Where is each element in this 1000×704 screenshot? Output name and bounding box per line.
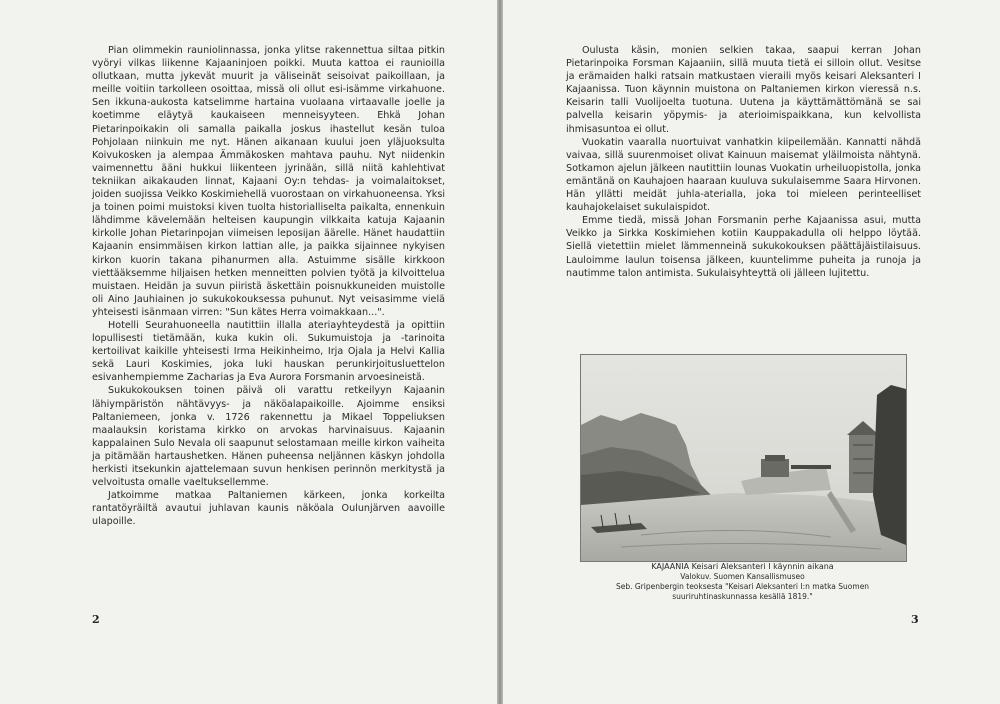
- right-paragraph-2: Vuokatin vaaralla nuortuivat vanhatkin kiipeilemään. Kannatti nähdä vaivaa, sillä suurenmoiset olivat Kainuun maisemat yläilmoista nähtynä. Sotkamon ajelun jälkeen nautittiin lounas Vuokatin urheiluopistolla, jonka emäntänä on Kauhajoen haaraan kuuluva sukulaisemme Saara Hirvonen. Hän yllätti meidät juhla-aterialla, joka toi mieleen perinteelliset kauhajokelaiset sukulaispidot.: [566, 136, 921, 214]
- page-number-right: 3: [911, 613, 919, 626]
- caption-title: KAJAANIA Keisari Aleksanteri I käynnin aikana: [651, 562, 834, 571]
- left-paragraph-4: Jatkoimme matkaa Paltaniemen kärkeen, jonka korkeilta rantatöyräiltä avautui juhlavan kaunis näköala Oulunjärven aavoille ulapoille.: [92, 490, 445, 528]
- illustration-caption: [580, 562, 905, 602]
- right-paragraph-3: Emme tiedä, missä Johan Forsmanin perhe Kajaanissa asui, mutta Veikko ja Sirkka Koskimiehen kotiin Kauppakadulla oli helppo löytää. Siellä vietettiin mielet lämmenneinä sukukokouksen päättäjäistilaisuus. Lauloimme laulun toisensa jälkeen, kuuntelimme puheita ja runoja ja nautimme talon antimista. Sukulaisyhteyttä oli jälleen lujitettu.: [566, 215, 921, 279]
- page-number-left: 2: [92, 613, 100, 626]
- engraving-drawing: [581, 355, 906, 561]
- left-paragraph-1: Pian olimmekin rauniolinnassa, jonka ylitse rakennettua siltaa pitkin vyöryi vilkas liikenne Kajaaninjoen poikki. Muuta kattoa ei raunioilla ollutkaan, mutta jykevät muurit ja väliseinät seisoivat paikoillaan, ja meille voitiin tarkolleen osoittaa, missä oli ollut esi-isämme virkahuone. Sen ikkuna-aukosta katselimme hartaina vuolaana virtaavalle joelle ja koetimme eläytyä kaukaiseen menneisyyteen. Ehkä Johan Pietarinpoikakin oli samalla paikalla joskus ihastellut kesän tuloa Pohjolaan niinkuin me nyt. Hänen aikanaan kuului joen yläjuoksulta Koivukosken ja alempaa Ämmäkosken mahtava pauhu. Nyt niidenkin vaimennettu ääni hukkui liikenteen jyrinään, sillä niitä kahlehtivat tekniikan aikakauden linnat, Kajaani Oy:n tehdas- ja voimalaitokset, joiden suojissa Veikko Koskimiehellä vuorostaan on virkahuoneensa. Yksi ja toinen poimi muistoksi kiven tuolta historialliselta paikalta, ennenkuin lähdimme kävelemään helteisen kaupungin vilkkaita katuja Kajaanin kirkolle Johan Pietarinpojan viimeisen leposijan äärelle. Hänet haudattiin Kajaanin ensimmäisen kirkon lattian alle, ja paikka sijainnee nykyisen kirkon kuorin takana pihanurmen alla. Astuimme sisälle kirkkoon viettääksemme hiljaisen hetken menneitten polvien työtä ja kilvoittelua muistaen. Heidän ja suvun piiristä äskettäin poisnukkuneiden muistolle oli Aino Jauhiainen jo sukukokouksessa puhunut. Nyt veisasimme vielä yhteisesti isänmaan virren: "Sun kätes Herra voimakkaan...".: [92, 45, 445, 318]
- left-paragraph-2: Hotelli Seurahuoneella nautittiin illalla ateriayhteydestä ja opittiin lopullisesti tietämään, kuka kukin oli. Sukumuistoja ja -tarinoita kertoilivat kaikille yhteisesti Irma Heikinheimo, Irja Ojala ja Helvi Kallia sekä Lauri Koskimies, joka luki hauskan perunkirjoitusluettelon esivanhempiemme Zacharias ja Eva Aurora Forsmanin arvoesineistä.: [92, 319, 445, 384]
- caption-credit: Valokuv. Suomen Kansallismuseo: [680, 572, 805, 581]
- right-page-text: [566, 44, 921, 280]
- left-paragraph-3: Sukukokouksen toinen päivä oli varattu retkeilyyn Kajaanin lähiympäristön nähtävyys- ja näköalapaikoille. Ajoimme ensiksi Paltaniemeen, jonka v. 1726 rakennettu ja Mikael Toppeliuksen maalauksin koristama kirkko on arvokas harvinaisuus. Kajaanin kappalainen Sulo Nevala oli saapunut selostamaan meille kirkon vaiheita ja pitämään hartaushetken. Hänen puheensa neljännen käskyn johdolla herkisti itsekunkin ajattelemaan suvun henkisen perinnön merkitystä ja velvoitusta omalle vaeltuksellemme.: [92, 385, 445, 489]
- historical-engraving-kajaani: [580, 354, 907, 562]
- left-page-text: [92, 44, 445, 528]
- caption-source: Seb. Gripenbergin teoksesta "Keisari Aleksanteri I:n matka Suomen suuriruhtinaskunnassa kesällä 1819.": [615, 582, 870, 601]
- right-paragraph-1: Oulusta käsin, monien selkien takaa, saapui kerran Johan Pietarinpoika Forsman Kajaaniin, sillä muuta tietä ei silloin ollut. Vesitse ja erämaiden halki ratsain matkustaen vieraili myös keisari Aleksanteri I Kajaanissa. Tuon käynnin muistona on Paltaniemen kirkon vieressä n.s. Keisarin talli Vuolijoelta tuotuna. Uutena ja käyttämättömänä se sai palvella keisarin yöpymis- ja aterioimispaikkana, kun kelvollista ihmisasuntoa ei ollut.: [566, 45, 921, 135]
